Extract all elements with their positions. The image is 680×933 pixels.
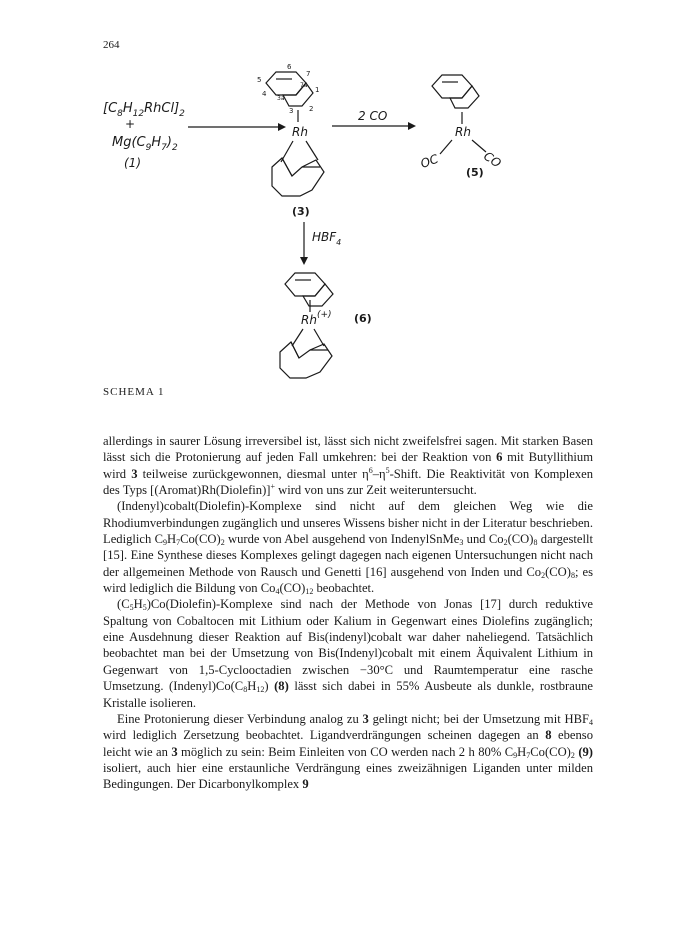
svg-text:4: 4 [262,90,267,98]
reaction-arrow-1 [188,123,286,131]
text-span: 5 [129,603,134,613]
compound-label-1: (1) [124,156,141,170]
svg-text:6: 6 [287,63,292,71]
plus-sign: + [125,117,136,131]
text-span: wird lediglich Zersetzung beobachtet. Ligandverdrängungen scheinen dagegen an [103,728,546,743]
reagent-co: 2 CO [358,109,388,123]
text-span: wird von uns zur Zeit weiteruntersucht. [274,483,477,498]
text-span: 2 [541,570,546,580]
cod-ligand-3 [272,141,324,196]
rhodium-3: Rh [292,125,308,139]
scheme-caption: SCHEMA 1 [103,386,165,398]
reaction-arrow-3 [300,222,308,265]
text-span: 7 [526,750,531,760]
svg-text:5: 5 [257,76,262,84]
text-span: 4 [275,587,280,597]
text-span: H [247,679,257,694]
text-span: (9) [578,744,593,759]
co-ligand-left: OC [418,151,441,171]
text-span: Co(CO) [530,744,571,759]
text-span: 2 [570,750,575,760]
text-span: 9 [513,750,518,760]
text-span: )Co(Diolefin)-Komplexe sind nach der Methode von Jonas [17] durch reduktive Spaltung von Cobaltocen mit Lithium oder Kalium in Gegenwart eines Diolefins zugänglich; eine Ausdehnung dieser Reaktion auf Bis(indenyl)cobalt war daher naheliegend. Tatsächlich beobachtet man bei der Umsetzung von Bis(Indenyl)cobalt mit einem Äquivalent Lithium in Gegenwart von 1,5-Cyclooctadien zwischen −30°C und Raumtemperatur eine rasche Umsetzung. (Indenyl)Co(C [103,597,593,694]
text-span: gelingt nicht; bei der Umsetzung mit HBF [368,711,589,726]
text-span: und Co [463,532,504,547]
rhodium-6: Rh [301,313,317,327]
reaction-scheme [0,0,680,380]
text-span: allerdings in saurer Lösung irreversibel ist, lässt sich nicht zweifelsfrei sagen. Mit starken Basen lässt sich die Protonierung auf jeden Fall umkehren: bei der Reaktion von [103,434,593,465]
paragraph [103,433,593,498]
text-span: -Shift. Die Reaktivität von Komplexen des Typs [(Aromat)Rh(Diolefin)] [103,466,594,498]
text-span: 5 [142,603,147,613]
reagent-hbf4: $HBF_4$ [312,230,342,247]
text-span: 6 [496,450,503,465]
text-span: ) [264,679,275,694]
text-span: (CO) [545,564,571,579]
text-span: 4 [589,717,593,727]
text-span: 2 [503,538,508,548]
text-span: H [517,744,527,759]
text-span: (CO) [507,532,534,547]
text-span: teilweise zurückgewonnen, diesmal unter η [137,466,369,481]
text-span: H [133,597,143,612]
text-span: 3 [131,466,138,481]
svg-text:7: 7 [306,70,311,78]
svg-text:1: 1 [315,86,320,94]
text-span: 5 [385,465,390,475]
svg-text:3a: 3a [277,95,285,102]
reactant-1-formula: $[C_8H_{12}RhCl]_2$ [103,101,185,119]
text-span: (CO) [279,581,306,596]
text-span: lässt sich dabei in 55% Ausbeute als dunkle, rostbraune Kristalle isolieren. [103,679,593,710]
text-span: 7 [176,538,181,548]
text-span: 3 [171,744,178,759]
text-span: 9 [162,538,167,548]
svg-text:7a: 7a [300,82,308,89]
compound-label-6: (6) [354,312,372,325]
text-span: 3 [459,538,464,548]
text-span: Eine Protonierung dieser Verbindung analog zu [117,711,363,726]
text-span: mit Butyllithium wird [103,450,594,481]
text-span: 8 [545,728,552,743]
text-span: möglich zu sein: Beim Einleiten von CO werden nach 2 h 80% C [177,744,514,759]
text-span: 8 [570,570,575,580]
text-span: –η [372,466,386,481]
text-span: beobachtet. [313,581,375,596]
co-ligand-right: CO [481,148,504,171]
text-span: + [270,482,275,492]
text-span: ; es wird lediglich die Bildung von Co [103,564,593,596]
rh-co-bond-left [440,140,452,154]
text-span: Co(CO) [180,532,221,547]
cod-ligand-6 [280,329,332,378]
text-span: 8 [533,538,538,548]
paragraph [103,498,593,596]
page-number: 264 [103,39,120,51]
text-span: H [166,532,177,547]
reaction-arrow-2 [332,122,416,130]
text-span: 3 [362,711,369,726]
paragraph [103,711,593,793]
text-span: dargestellt [15]. Eine Synthese dieses Komplexes gelingt dagegen nach eigenen Untersuchungen nicht nach der allgemeinen Methode von Rausch und Genetti [16] ausgehend von Inden und Co [103,532,593,579]
rhodium-5: Rh [455,125,471,139]
text-span: (C [117,597,130,612]
text-span: 9 [302,777,309,792]
text-span: 2 [220,538,225,548]
body-text [103,433,593,793]
compound-label-5: (5) [466,166,484,179]
svg-text:2: 2 [309,105,314,113]
indenyl-ligand-6 [285,273,333,306]
text-span: 12 [305,587,314,597]
reactant-2-formula: $Mg(C_9H_7)_2$ [112,135,178,153]
text-span: isoliert, auch hier eine erstaunliche Verdrängung eines zweizähnigen Liganden unter milden Bedingungen. Der Dicarbonylkomplex [103,760,593,792]
svg-text:3: 3 [289,107,294,115]
text-span: wurde von Abel ausgehend von IndenylSnMe [224,532,460,547]
text-span: (8) [274,679,289,694]
text-span: 6 [368,465,373,475]
text-span: 12 [256,685,265,695]
compound-label-3: (3) [292,205,310,218]
text-span: ebenso leicht wie an [103,728,593,759]
charge-6: (+) [317,310,332,320]
rh-co-bond-right [472,140,486,152]
text-span: (Indenyl)cobalt(Diolefin)-Komplexe sind nicht auf dem gleichen Weg wie die Rhodiumverbindungen zugänglich und unseres Wissens bisher nicht in der Literatur beschrieben. Lediglich C [103,499,593,547]
indenyl-ligand-5 [432,75,479,108]
text-span: 8 [243,685,248,695]
paragraph [103,596,593,710]
